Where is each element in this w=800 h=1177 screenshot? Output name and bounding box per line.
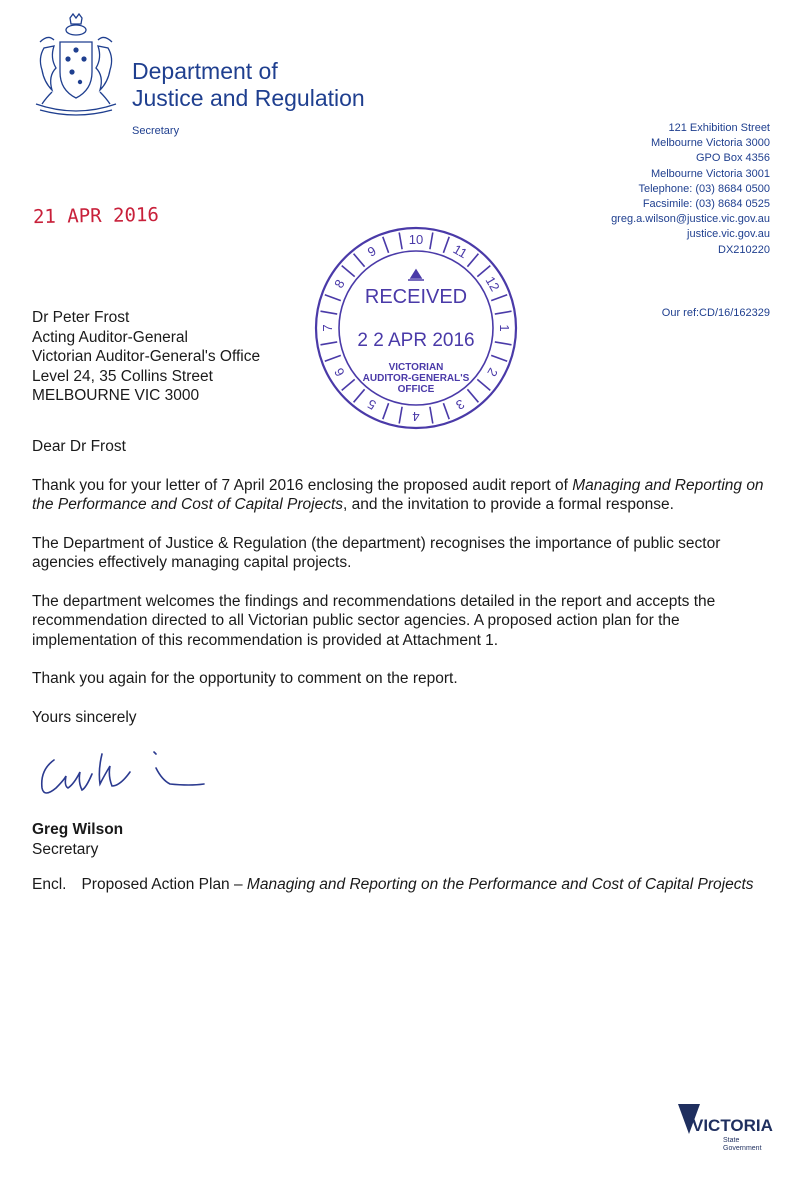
stamp-ring-tick xyxy=(443,237,449,253)
stamp-ring-tick xyxy=(354,389,365,402)
signature xyxy=(32,742,212,804)
report-title: Managing and Reporting on the Performance and Cost of Capital Projects xyxy=(32,476,764,513)
stamp-ring-tick xyxy=(383,237,389,253)
recipient-street: Level 24, 35 Collins Street xyxy=(32,367,213,385)
stamp-ring-tick xyxy=(342,379,355,390)
stamp-title: RECEIVED xyxy=(364,286,468,308)
date-stamp: 21 APR 2016 xyxy=(32,203,160,229)
contact-po-box: GPO Box 4356 xyxy=(696,152,770,165)
stamp-ring-number: 12 xyxy=(482,273,503,294)
stamp-ring-number: 11 xyxy=(450,241,470,262)
stamp-ring-tick xyxy=(321,311,338,314)
letter-body xyxy=(32,437,774,727)
closing: Yours sincerely xyxy=(32,708,137,726)
stamp-org-line1: VICTORIAN xyxy=(388,362,444,373)
recipient-address xyxy=(32,308,260,406)
stamp-emblem-icon xyxy=(408,270,424,280)
stamp-ring-tick xyxy=(321,342,338,345)
logo-line2: Government xyxy=(723,1145,762,1152)
stamp-ring-tick xyxy=(467,254,478,267)
department-name-line1: Department of xyxy=(132,58,278,84)
stamp-ring-number: 1 xyxy=(497,324,512,332)
stamp-ring-number: 2 xyxy=(484,365,501,380)
stamp-ring-tick xyxy=(354,254,365,267)
received-stamp xyxy=(310,222,522,434)
contact-website[interactable]: justice.vic.gov.au xyxy=(687,228,770,241)
stamp-ring-tick xyxy=(325,355,341,361)
paragraph-2: The Department of Justice & Regulation (the department) recognises the importance of public sector agencies effectively managing capital projects. xyxy=(32,534,721,571)
stamp-ring-tick xyxy=(430,233,433,250)
stamp-date: 2 2 APR 2016 xyxy=(357,330,475,351)
stamp-ring-tick xyxy=(495,311,512,314)
department-name-line2: Justice and Regulation xyxy=(132,85,365,111)
logo-line1: State xyxy=(723,1137,740,1144)
recipient-title: Acting Auditor-General xyxy=(32,328,188,346)
stamp-ring-tick xyxy=(399,407,402,424)
recipient-office: Victorian Auditor-General's Office xyxy=(32,348,261,365)
signer-block xyxy=(32,820,123,859)
paragraph-3: The department welcomes the findings and recommendations detailed in the report and accepts the recommendation directed to all Victorian public sector agencies. A proposed action plan for the implementation of this recommendation is provided at Attachment 1. xyxy=(32,592,716,649)
stamp-ring-tick xyxy=(430,407,433,424)
stamp-ring-tick xyxy=(477,379,490,390)
contact-dx: DX210220 xyxy=(718,243,770,256)
contact-street: 121 Exhibition Street xyxy=(668,122,770,134)
stamp-ring-number: 5 xyxy=(364,396,379,413)
salutation: Dear Dr Frost xyxy=(32,438,126,455)
stamp-ring-number: 9 xyxy=(364,243,379,260)
stamp-ring-tick xyxy=(342,266,355,277)
contact-city-2: Melbourne Victoria 3001 xyxy=(650,167,770,180)
coat-of-arms-icon xyxy=(30,12,122,120)
department-name xyxy=(132,58,365,112)
stamp-ring-tick xyxy=(477,266,490,277)
stamp-ring-number: 4 xyxy=(412,409,420,424)
enclosure-line xyxy=(32,875,774,895)
signer-name: Greg Wilson xyxy=(32,821,124,838)
stamp-ring-number: 10 xyxy=(408,232,424,247)
recipient-name: Dr Peter Frost xyxy=(32,309,130,326)
contact-block xyxy=(611,121,770,258)
paragraph-4: Thank you again for the opportunity to comment on the report. xyxy=(32,670,458,687)
stamp-ring-tick xyxy=(467,389,478,402)
stamp-ring-tick xyxy=(383,403,389,419)
stamp-ring-tick xyxy=(491,355,507,361)
stamp-ring-tick xyxy=(491,295,507,301)
stamp-ring-number: 6 xyxy=(331,365,348,380)
paragraph-1: Thank you for your letter of 7 April 2016 enclosing the proposed audit report of Managing and Reporting on the Performance and Cost of Capital Projects, and the invitation to provide a formal response. xyxy=(32,476,764,513)
stamp-ring-number: 3 xyxy=(453,396,468,413)
contact-facsimile: Facsimile: (03) 8684 0525 xyxy=(642,198,770,211)
stamp-org-line2: AUDITOR-GENERAL'S xyxy=(362,373,470,384)
stamp-ring-number: 8 xyxy=(331,276,348,291)
recipient-city: MELBOURNE VIC 3000 xyxy=(32,387,200,404)
enclosure-prefix: Proposed Action Plan – xyxy=(81,876,247,893)
stamp-ring-tick xyxy=(325,295,341,301)
stamp-ring-number: 7 xyxy=(320,324,335,332)
contact-city: Melbourne Victoria 3000 xyxy=(650,137,770,150)
contact-telephone: Telephone: (03) 8684 0500 xyxy=(638,182,770,195)
our-reference: Our ref:CD/16/162329 xyxy=(661,307,770,319)
victoria-government-logo xyxy=(676,1100,776,1156)
logo-brand: VICTORIA xyxy=(692,1116,773,1135)
stamp-org-line3: OFFICE xyxy=(397,384,435,395)
stamp-ring-tick xyxy=(399,233,402,250)
stamp-ring-tick xyxy=(495,342,512,345)
enclosure-label: Encl. xyxy=(32,876,67,893)
department-role: Secretary xyxy=(132,125,180,137)
contact-email[interactable]: greg.a.wilson@justice.vic.gov.au xyxy=(611,213,770,226)
signer-title: Secretary xyxy=(32,840,99,858)
enclosure-title: Managing and Reporting on the Performance and Cost of Capital Projects xyxy=(246,876,754,893)
stamp-ring-tick xyxy=(443,403,449,419)
